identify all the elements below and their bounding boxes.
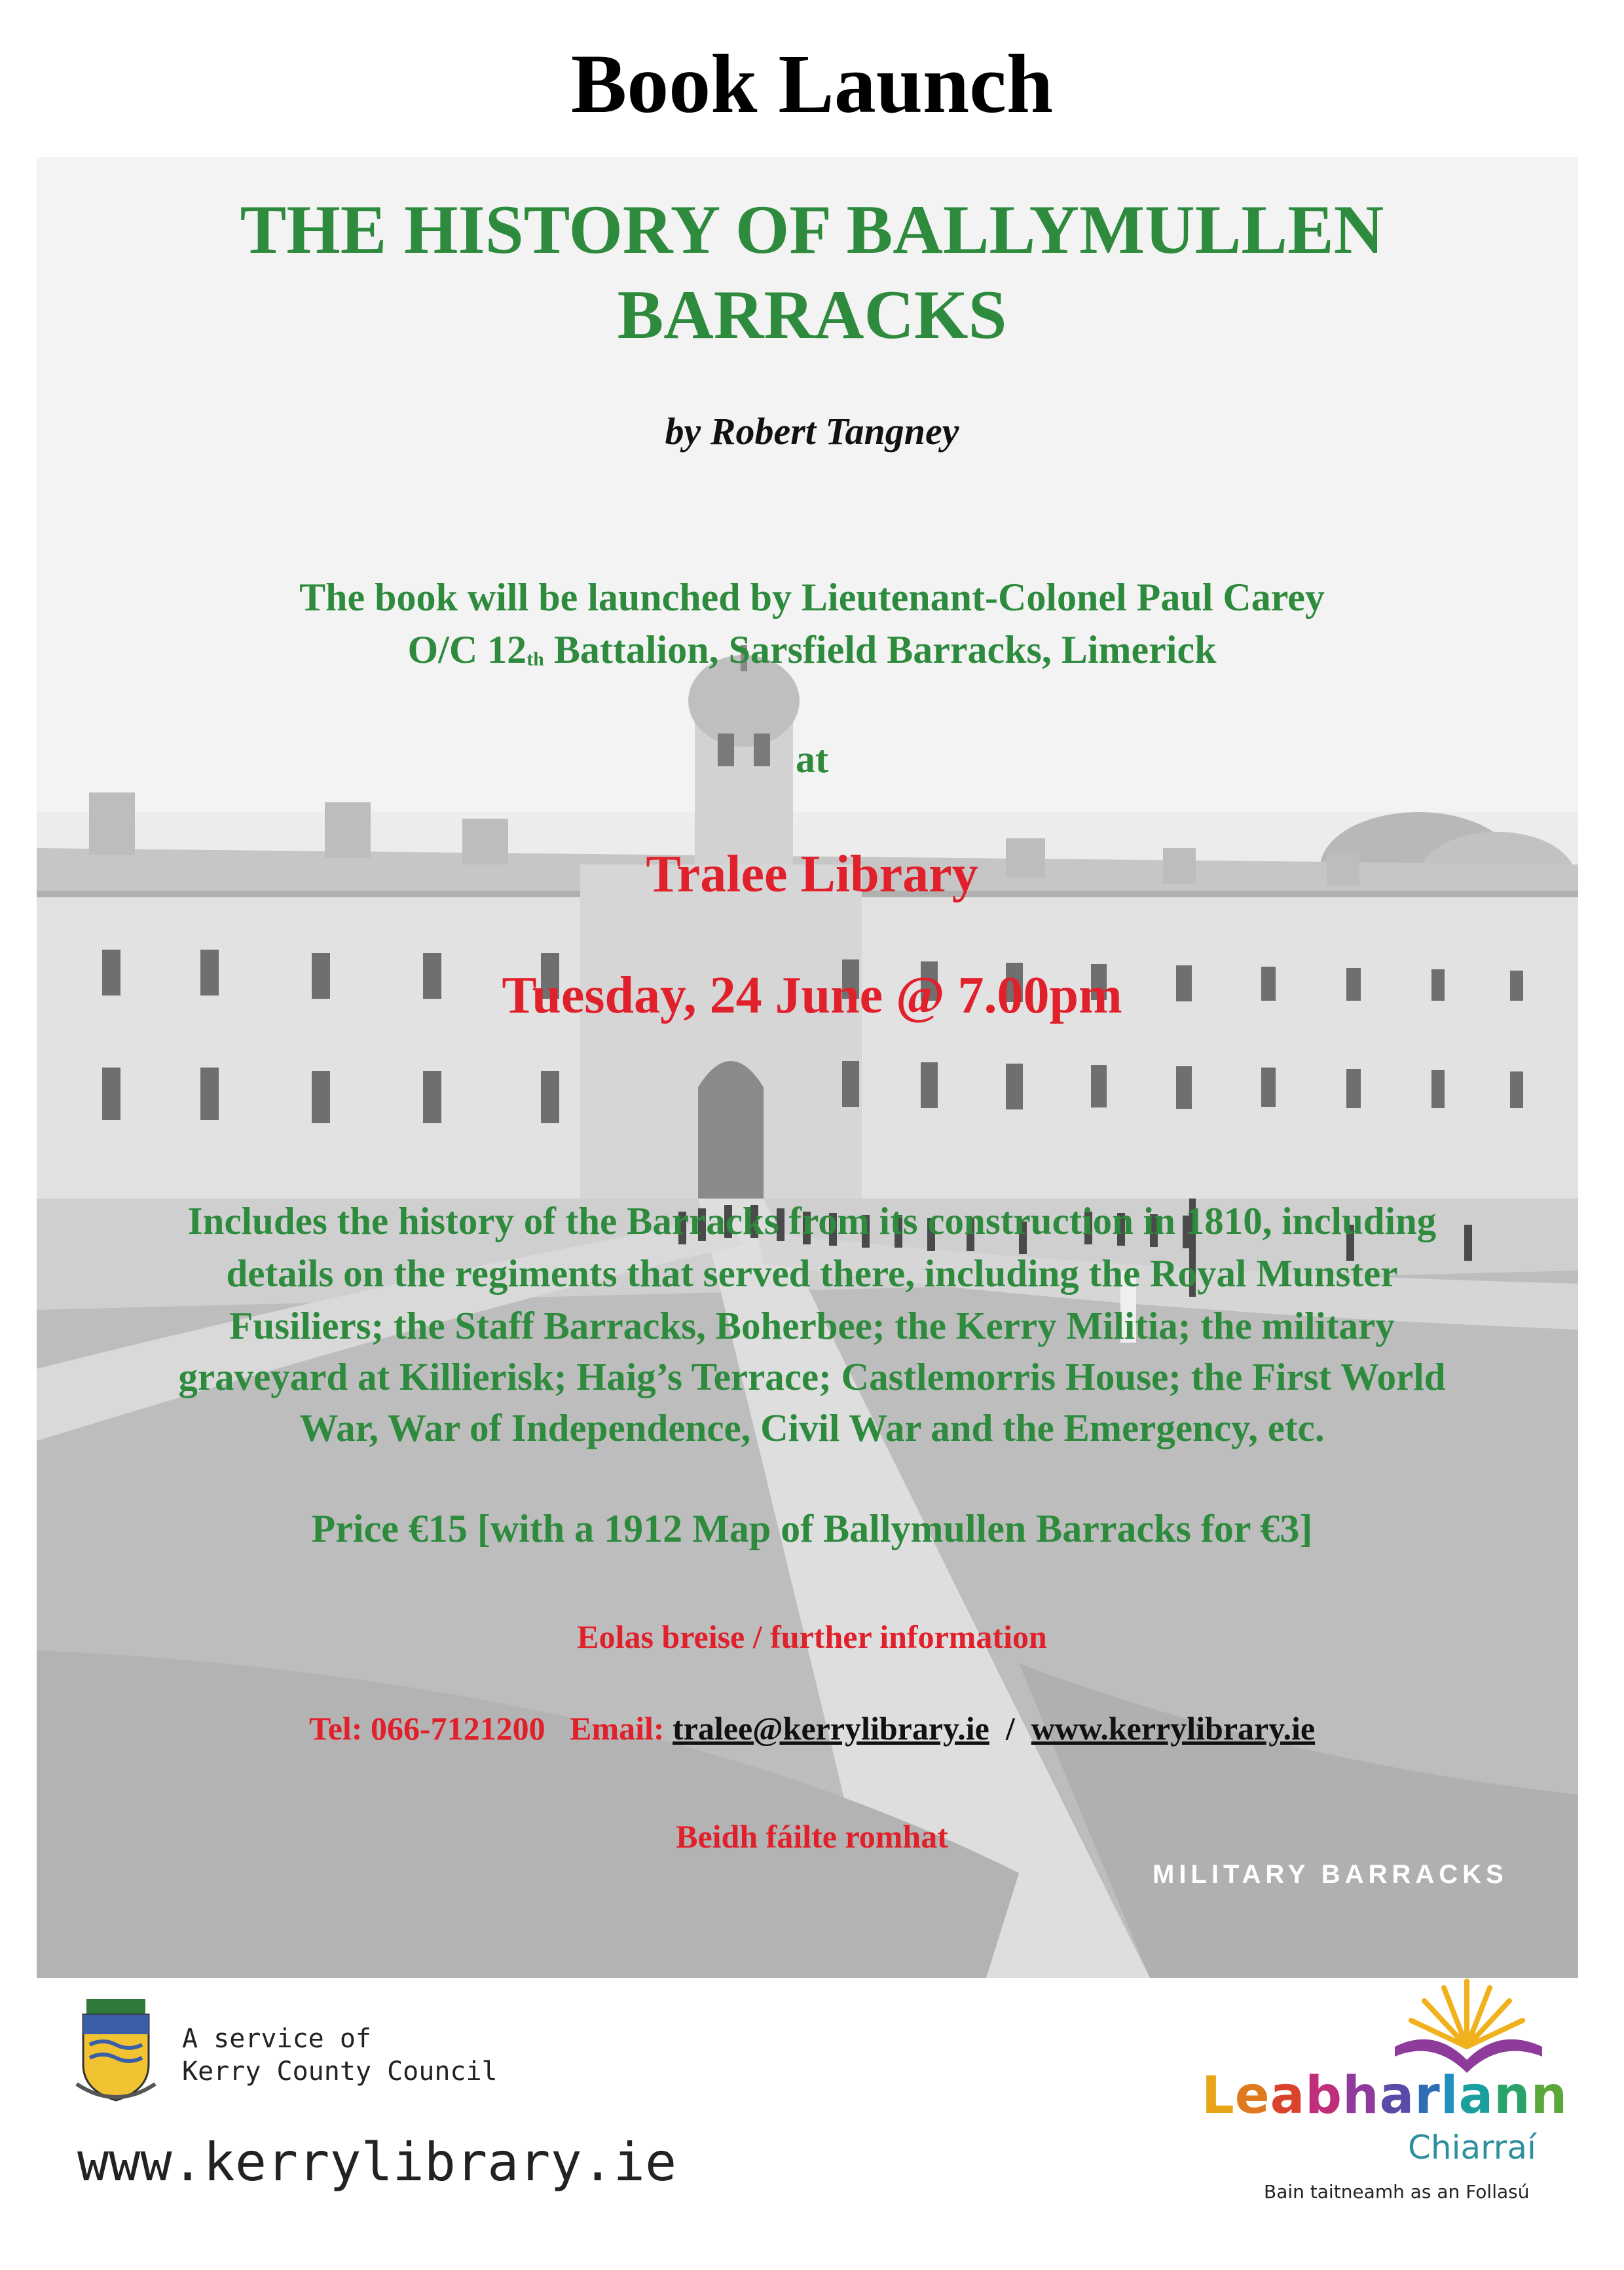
brand-letter: b <box>1305 2066 1343 2125</box>
brand-letter: a <box>1379 2066 1415 2125</box>
launcher-line-1: The book will be launched by Lieutenant-Colonel Paul Carey <box>299 576 1325 619</box>
launcher-unit: Battalion, Sarsfield Barracks, Limerick <box>544 628 1217 671</box>
launcher-line-2 <box>0 627 1624 673</box>
description-line: War, War of Independence, Civil War and the Emergency, etc. <box>299 1406 1325 1449</box>
brand-letter: n <box>1530 2066 1568 2125</box>
brand-letter: h <box>1342 2066 1380 2125</box>
book-title-line-1: THE HISTORY OF BALLYMULLEN <box>240 191 1384 268</box>
description-line: graveyard at Killierisk; Haig’s Terrace; Castlemorris House; the First World <box>178 1355 1446 1398</box>
email-link[interactable]: tralee@kerrylibrary.ie <box>673 1710 989 1747</box>
launcher-rank: O/C 12 <box>407 628 527 671</box>
book-author: by Robert Tangney <box>665 410 959 453</box>
service-line-2: Kerry County Council <box>182 2056 498 2087</box>
brand-letter: r <box>1414 2066 1441 2125</box>
book-title-line-2: BARRACKS <box>617 276 1007 353</box>
website-link[interactable]: www.kerrylibrary.ie <box>1031 1710 1316 1747</box>
footer-website: www.kerrylibrary.ie <box>77 2132 677 2193</box>
poster-heading: Book Launch <box>570 37 1054 130</box>
contact-line <box>0 1709 1624 1747</box>
at-text: at <box>796 737 828 781</box>
email-label: Email: <box>570 1710 665 1747</box>
brand-letter: l <box>1440 2066 1459 2125</box>
county-council-crest-icon <box>73 1999 158 2104</box>
brand-letter: L <box>1202 2066 1235 2125</box>
brand-letter: n <box>1494 2066 1531 2125</box>
link-separator: / <box>1005 1710 1015 1747</box>
price: Price €15 [with a 1912 Map of Ballymullen Barracks for €3] <box>311 1507 1313 1550</box>
library-brand-name <box>1202 2066 1568 2125</box>
library-brand-subtitle: Chiarraí <box>1408 2129 1536 2167</box>
description-line: Fusiliers; the Staff Barracks, Boherbee; the Kerry Militia; the military <box>229 1304 1395 1347</box>
description-line: Includes the history of the Barracks from its construction in 1810, including <box>187 1199 1437 1242</box>
venue: Tralee Library <box>646 846 978 903</box>
welcome-message: Beidh fáilte romhat <box>676 1818 948 1855</box>
telephone: Tel: 066-7121200 <box>308 1710 545 1747</box>
service-line-1: A service of <box>182 2024 371 2054</box>
library-tagline: Bain taitneamh as an Follasú <box>1264 2181 1530 2203</box>
library-sunburst-logo-icon <box>1382 1975 1552 2079</box>
further-information: Eolas breise / further information <box>577 1618 1047 1655</box>
event-date: Tuesday, 24 June @ 7.00pm <box>502 967 1122 1024</box>
brand-letter: a <box>1458 2066 1494 2125</box>
brand-letter: e <box>1234 2066 1270 2125</box>
photo-caption: MILITARY BARRACKS <box>1153 1860 1508 1889</box>
brand-letter: a <box>1270 2066 1306 2125</box>
ordinal-suffix: th <box>526 648 544 670</box>
description-line: details on the regiments that served there, including the Royal Munster <box>226 1252 1398 1295</box>
